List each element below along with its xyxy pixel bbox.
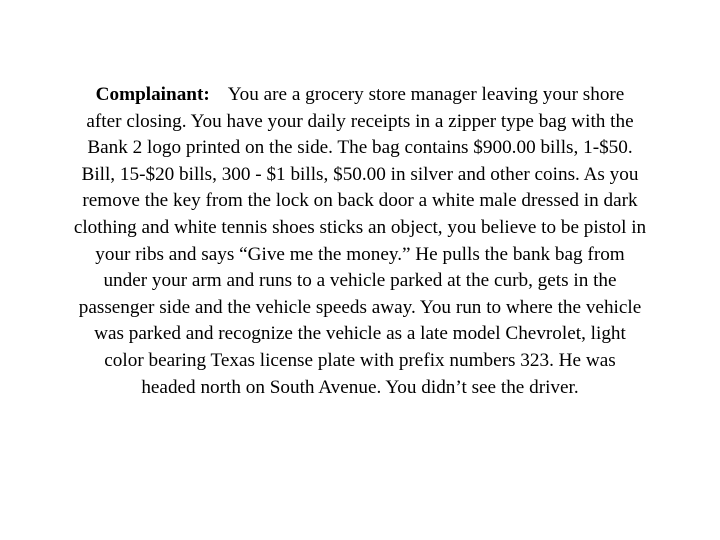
text-line-8: under your arm and runs to a vehicle parked at the curb, gets in the	[103, 270, 617, 292]
text-line-1: You are a grocery store manager leaving your shore	[227, 84, 625, 105]
text-line-7: your ribs and says “Give me the money.” He pulls the bank bag from	[95, 243, 625, 265]
text-line-4: Bill, 15-$20 bills, 300 - $1 bills, $50.00 in silver and other coins. As you	[81, 163, 639, 185]
text-line-10: was parked and recognize the vehicle as a late model Chevrolet, light	[94, 323, 626, 345]
text-line-12: headed north on South Avenue. You didn’t see the driver.	[141, 376, 579, 398]
complainant-scenario-text	[40, 82, 680, 401]
text-line-9: passenger side and the vehicle speeds away. You run to where the vehicle	[78, 296, 642, 318]
text-line-11: color bearing Texas license plate with prefix numbers 323. He was	[104, 349, 616, 371]
text-line-5: remove the key from the lock on back door a white male dressed in dark	[82, 190, 638, 212]
text-line-2: after closing. You have your daily receipts in a zipper type bag with the	[86, 110, 634, 132]
text-line-6: clothing and white tennis shoes sticks an object, you believe to be pistol in	[73, 216, 647, 238]
text-line-3: Bank 2 logo printed on the side. The bag contains $900.00 bills, 1-$50.	[87, 137, 633, 159]
complainant-label: Complainant:	[95, 84, 210, 105]
